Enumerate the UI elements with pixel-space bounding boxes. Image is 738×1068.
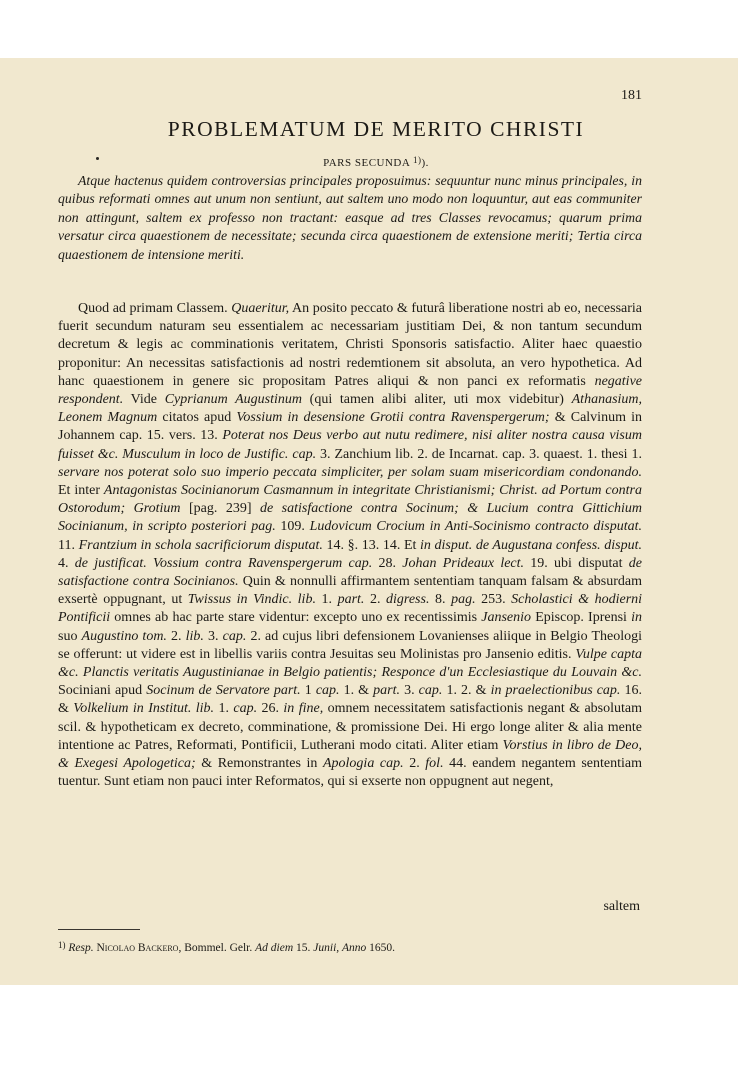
footnote-rule [58, 929, 140, 930]
intro-paragraph: Atque hactenus quidem controversias principales proposuimus: sequuntur nunc minus principales, in quibus reformati omnes aut unum non sentiunt, aut saltem uno modo non loquuntur, aut eas communiter non attingunt, saltem ex professo non tractant: easque ad tres Classes revocamus; quarum prima versatur circa quaestionem de necessitate; secunda circa quaestionem de extensione meriti; Tertia circa quaestionem de intensione meriti. [58, 173, 642, 262]
body-segment: cap. [315, 683, 340, 699]
body-segment: in disput. de Augustana confess. disput. [420, 537, 642, 553]
body-segment: Johan Prideaux lect. [402, 555, 525, 571]
body-segment: Apologia cap. [322, 756, 404, 772]
subtitle-text: PARS SECUNDA [323, 157, 410, 169]
body-segment: Athanasium, Leonem Magnum [58, 392, 643, 426]
body-segment: pag. [451, 592, 476, 608]
body-segment: de justificat. Vossium contra Ravenspergerum cap. [74, 555, 373, 571]
body-segment: 44. eandem negantem sententiam tuentur. Sunt etiam non pauci inter Reformatos, qui si exserte non oppugnent aut negent, [58, 756, 643, 790]
body-segment: Augustino tom. [81, 628, 167, 644]
footnote-segment: Bommel. Gelr. [181, 942, 256, 954]
footnote-segment: 1) [58, 940, 66, 950]
body-segment: 1. 2. & [442, 683, 491, 699]
body-segment: Jansenio [481, 610, 532, 626]
body-segment: part. [373, 683, 400, 699]
body-segment: Quod ad primam Classem. [78, 301, 232, 316]
body-segment: 28. [372, 555, 403, 571]
body-segment: 1 [300, 683, 316, 699]
body-segment: fol. [425, 756, 444, 772]
body-segment: Vossium in desensione Grotii contra Ravenspergerum; [236, 410, 550, 426]
body-segment: & Remonstrantes in [195, 756, 323, 772]
footnote-segment: Anno [342, 942, 367, 954]
body-segment: (qui tamen alibi aliter, uti mox videbitur) [302, 392, 572, 408]
body-segment: 1. [315, 592, 338, 608]
body-segment: 16. & [58, 683, 643, 717]
body-segment: 3. [203, 628, 223, 644]
body-segment: digress. [386, 592, 430, 608]
body-segment: 11. [58, 537, 79, 553]
body-segment: Sociniani apud [58, 683, 147, 699]
body-segment: in praelectionibus cap. [490, 683, 621, 699]
body-segment: Socinum de Servatore part. [146, 683, 301, 699]
body-segment: [pag. 239] [180, 501, 260, 517]
body-segment: 253. [475, 592, 512, 608]
body-segment: Twissus in Vindic. lib. [187, 592, 316, 608]
body-segment: suo [58, 628, 82, 644]
body-segment: 26. [257, 701, 284, 717]
body-segment: Vulpe capta &c. Planctis veritatis Augustinianae in Belgio patientis; Responce d'un Ecclesiastique du Louvain &c. [58, 646, 642, 681]
body-segment: 3. Zanchium lib. 2. de Incarnat. cap. 3. quaest. 1. thesi 1. [316, 446, 643, 462]
body-segment: 14. §. 13. 14. Et [322, 537, 421, 553]
body-segment: An posito peccato & futurâ liberatione nostri ab eo, necessaria fuerit secundum naturam seu essentialem ac necessariam justitiam Dei, & non tantum secundum decretum & legis ac comminationis veritatem, Christi Sponsoris satisfactio. Aliter haec quaestio proponitur: An necessitas satisfactionis ad nostri redemtionem sit absoluta, an vero hypothetica. Ad hanc quaestionem in genere sic propositam Patres aliqui & non panci ex reformatis [58, 301, 643, 389]
body-segment: 19. ubi disputat [524, 555, 629, 571]
body-segment: Poterat nos Deus verbo aut nutu redimere, nisi aliter nostra causa visum fuisset &c. Musculum in loco de Justific. cap. [58, 428, 642, 462]
body-segment: servare nos poterat solo suo imperio peccata simpliciter, per solam suam misericordiam condonando. [58, 464, 642, 480]
body-segment: 8. [429, 592, 452, 608]
body-segment: cap. [222, 628, 247, 644]
body-segment: Et inter [58, 483, 104, 499]
body-segment: cap. [233, 701, 258, 717]
subtitle-footnote-mark: 1) [412, 155, 422, 165]
footnote-segment: Ad diem [255, 942, 294, 954]
body-segment: Vorstius in libro de Deo, & Exegesi Apologetica; [58, 737, 642, 772]
footnote-segment: Nicolao Backero, [96, 942, 182, 954]
body-segment: negative respondent. [58, 373, 642, 408]
body-segment: Ludovicum Crocium in Anti-Socinismo contracto disputat. [309, 519, 642, 535]
body-segment: 2. ad cujus libri defensionem Lovanienses aliique in Belgio Theologi se offerunt: ut videre est in libellis variis contra Jesuitas seu Molinistas pro Jansenio editis. [58, 628, 643, 662]
body-segment: cap. [418, 683, 443, 699]
body-paragraph [58, 300, 642, 791]
body-segment: 2. [364, 592, 387, 608]
body-segment: 109. [275, 519, 310, 535]
body-segment: in fine, [283, 701, 324, 717]
body-segment: Frantzium in schola sacrificiorum disputat. [78, 537, 323, 553]
catchword: saltem [603, 899, 640, 914]
body-segment: Volkelium in Institut. lib. [73, 701, 215, 717]
page-title: PROBLEMATUM DE MERITO CHRISTI [167, 117, 585, 141]
body-segment: Quin & nonnulli affirmantem sententiam tanquam falsam & absurdam exsertè oppugnant, ut [58, 574, 643, 608]
body-segment: omnem necessitatem satisfactionis negant & absolutam scil. & hypotheticam ex decreto, comminatione, & promissione Dei. Hi ergo longe aliter & alia mente intentione ac Patres, Reformati, Pontificii, Lutherani modo citati. Aliter etiam [58, 701, 643, 753]
footnote-segment: 1650. [366, 942, 396, 954]
page-subtitle: PARS SECUNDA $^{1)}$). [323, 155, 429, 169]
body-segment: 1. & [339, 683, 374, 699]
body-segment: omnes ab hac parte stare videntur: excepto uno ex recentissimis [110, 610, 482, 626]
body-segment: Antagonistas Socinianorum Casmannum in integritate Christianismi; Christ. ad Portum contra Ostorodum; Grotium [58, 483, 642, 517]
body-segment: lib. [185, 628, 204, 644]
footnote-segment: 15. [293, 942, 314, 954]
body-segment: Episcop. Iprensi [531, 610, 632, 626]
body-segment: Vide [123, 392, 165, 408]
body-segment: Scholastici & hodierni Pontificii [58, 592, 643, 626]
body-segment: de satisfactione contra Socinianos. [58, 555, 642, 590]
page-number: 181 [621, 88, 642, 103]
body-segment: citatos apud [157, 410, 237, 426]
body-segment: Quaeritur, [231, 301, 290, 316]
body-segment: in [631, 610, 642, 626]
footnote-segment: Junii, [313, 942, 340, 954]
body-segment: 2. [403, 756, 426, 772]
footnote [58, 938, 642, 956]
book-page [0, 58, 738, 985]
body-segment: 2. [166, 628, 186, 644]
body-segment: 4. [58, 555, 75, 571]
body-segment: de satisfactione contra Socinum; & Lucium contra Gittichium Socinianum, in scripto posteriori pag. [58, 501, 642, 535]
body-segment: & Calvinum in Johannem cap. 15. vers. 13. [58, 410, 642, 444]
footnote-segment: Resp. [68, 942, 94, 954]
body-segment: 1. [214, 701, 234, 717]
body-segment: part. [337, 592, 365, 608]
body-segment: 3. [400, 683, 419, 699]
body-segment: Cyprianum Augustinum [164, 392, 302, 408]
